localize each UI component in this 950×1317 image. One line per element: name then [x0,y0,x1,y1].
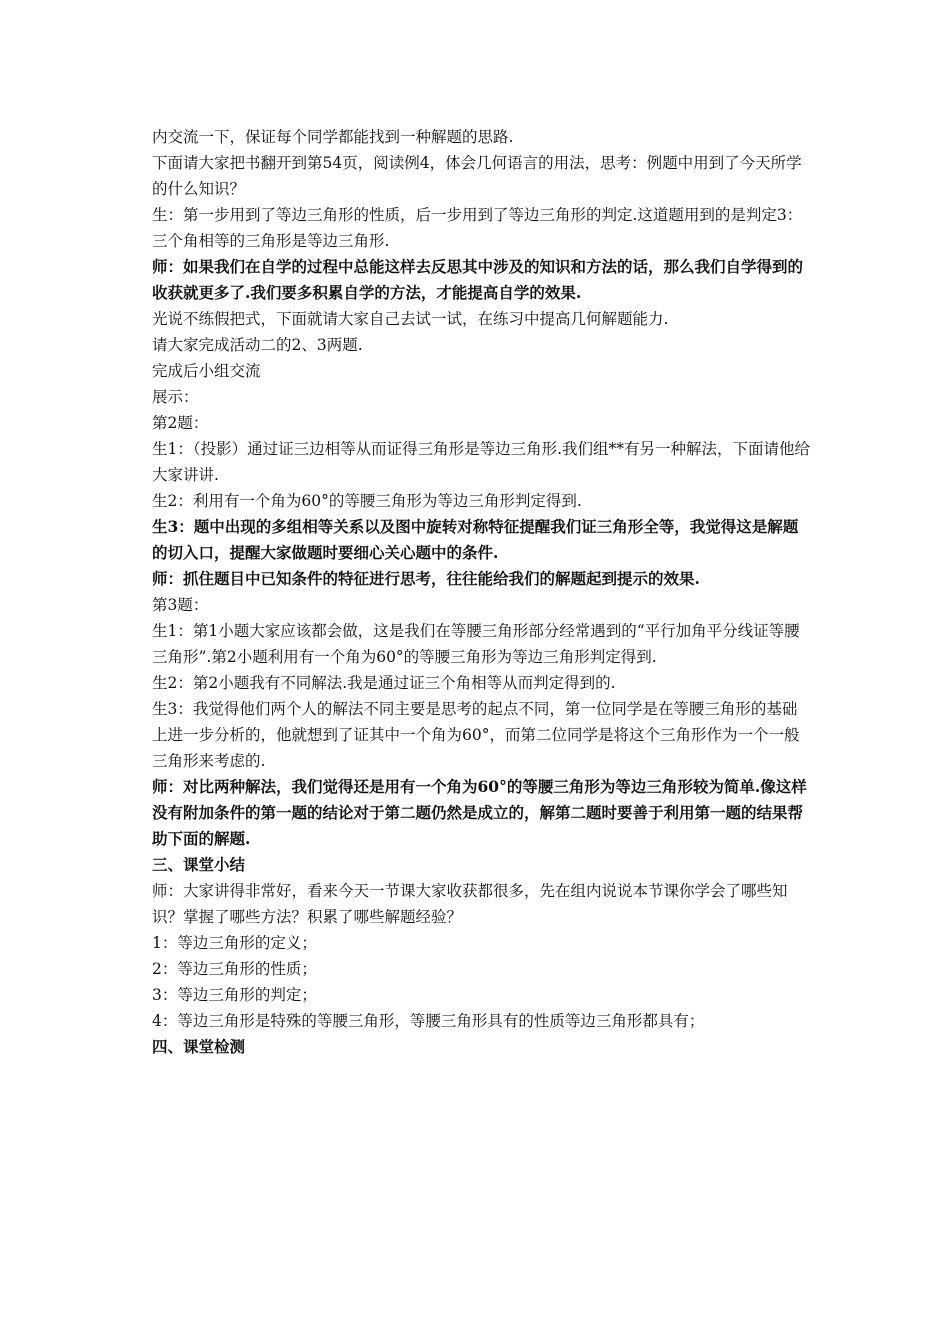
list-item: 4：等边三角形是特殊的等腰三角形，等腰三角形具有的性质等边三角形都具有； [152,1012,705,1030]
paragraph: 下面请大家把书翻开到第54页，阅读例4，体会几何语言的用法，思考：例题中用到了今天所学的什么知识？ [152,154,802,198]
section-heading: 四、课堂检测 [152,1037,246,1056]
paragraph: 展示： [152,388,199,406]
paragraph: 生1：（投影）通过证三边相等从而证得三角形是等边三角形.我们组**有另一种解法，下面请他给大家讲讲. [152,440,811,484]
teacher-remark-bold: 师：对比两种解法，我们觉得还是用有一个角为60°的等腰三角形为等边三角形较为简单.像这样没有附加条件的第一题的结论对于第二题仍然是成立的，解第二题时要善于利用第一题的结果帮助下面的解题. [152,777,807,848]
list-item: 1：等边三角形的定义； [152,934,317,952]
paragraph: 师：大家讲得非常好，看来今天一节课大家收获都很多，先在组内说说本节课你学会了哪些知识？掌握了哪些方法？积累了哪些解题经验？ [152,882,788,926]
problem-label: 第3题： [152,596,209,614]
list-item: 2：等边三角形的性质； [152,960,317,978]
paragraph: 生3：我觉得他们两个人的解法不同主要是思考的起点不同，第一位同学是在等腰三角形的基础上进一步分析的，他就想到了证其中一个角为60°，而第二位同学是将这个三角形作为一个一般三角形来考虑的. [152,700,800,770]
section-heading: 三、课堂小结 [152,855,246,874]
paragraph: 生2：利用有一个角为60°的等腰三角形为等边三角形判定得到. [152,492,582,510]
teacher-remark-bold: 师：抓住题目中已知条件的特征进行思考，往往能给我们的解题起到提示的效果. [152,569,700,588]
paragraph: 生2：第2小题我有不同解法.我是通过证三个角相等从而判定得到的. [152,674,616,692]
paragraph: 请大家完成活动二的2、3两题. [152,336,363,354]
problem-label: 第2题： [152,414,209,432]
document-page [152,124,812,1060]
paragraph: 生：第一步用到了等边三角形的性质，后一步用到了等边三角形的判定.这道题用到的是判定3：三个角相等的三角形是等边三角形. [152,206,803,250]
paragraph: 完成后小组交流 [152,362,261,380]
paragraph: 光说不练假把式，下面就请大家自己去试一试，在练习中提高几何解题能力. [152,310,669,328]
student-remark-bold: 生3：题中出现的多组相等关系以及图中旋转对称特征提醒我们证三角形全等，我觉得这是解题的切入口，提醒大家做题时要细心关心题中的条件. [152,517,799,562]
list-item: 3：等边三角形的判定； [152,986,317,1004]
paragraph: 内交流一下，保证每个同学都能找到一种解题的思路. [152,128,514,146]
paragraph: 生1：第1小题大家应该都会做，这是我们在等腰三角形部分经常遇到的“平行加角平分线证等腰三角形”.第2小题利用有一个角为60°的等腰三角形为等边三角形判定得到. [152,622,800,666]
teacher-remark-bold: 师：如果我们在自学的过程中总能这样去反思其中涉及的知识和方法的话，那么我们自学得到的收获就更多了.我们要多积累自学的方法，才能提高自学的效果. [152,257,804,302]
